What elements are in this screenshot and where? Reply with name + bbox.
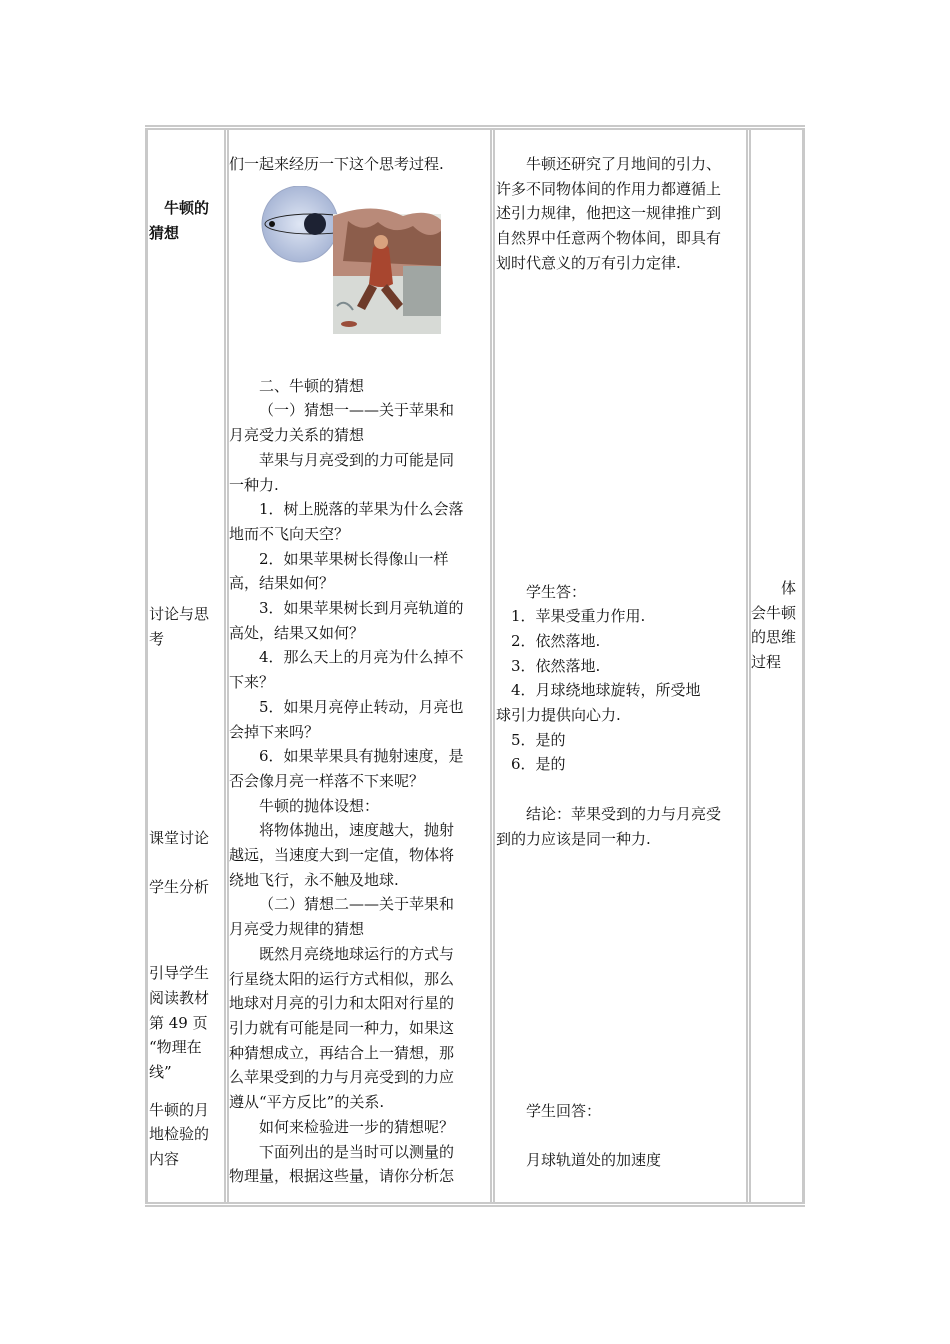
guess2-text-cont: 种猜想成立，再结合上一猜想，那 bbox=[229, 1043, 455, 1062]
guess2-text-cont: 遵从“平方反比”的关系. bbox=[229, 1093, 385, 1112]
question-5: 5．如果月亮停止转动，月亮也 bbox=[259, 697, 464, 716]
guess2-text-cont: 行星绕太阳的运行方式相似，那么 bbox=[229, 969, 455, 988]
answer-4-cont: 球引力提供向心力. bbox=[496, 706, 621, 725]
question-2: 2．如果苹果树长得像山一样 bbox=[259, 549, 449, 568]
projectile-text-cont: 越远，当速度大到一定值，物体将 bbox=[229, 846, 455, 865]
guess1-title: （一）猜想一——关于苹果和 bbox=[259, 401, 455, 420]
answer-5: 5．是的 bbox=[511, 730, 566, 749]
guess2-title: （二）猜想二——关于苹果和 bbox=[259, 895, 455, 914]
intent-text-cont: 过程 bbox=[751, 653, 782, 672]
guide-label: 引导学生 bbox=[149, 964, 210, 983]
topic-label-cont: 猜想 bbox=[149, 223, 180, 242]
measure-text-cont: 物理量，根据这些量，请你分析怎 bbox=[229, 1167, 455, 1186]
guess1-title-cont: 月亮受力关系的猜想 bbox=[229, 426, 365, 445]
measure-text: 下面列出的是当时可以测量的 bbox=[259, 1142, 455, 1161]
reply-text: 月球轨道处的加速度 bbox=[526, 1151, 662, 1170]
question-5-cont: 会掉下来吗？ bbox=[229, 722, 320, 741]
guess2-text-cont: 引力就有可能是同一种力，如果这 bbox=[229, 1018, 455, 1037]
newton-summary-cont: 自然界中任意两个物体间，即具有 bbox=[496, 229, 722, 248]
question-6-cont: 否会像月亮一样落不下来呢？ bbox=[229, 771, 425, 790]
intro-text: 们一起来经历一下这个思考过程. bbox=[229, 155, 444, 173]
guess1-body: 苹果与月亮受到的力可能是同 bbox=[259, 450, 455, 469]
section-title: 二、牛顿的猜想 bbox=[259, 376, 365, 395]
column-design-intent bbox=[751, 576, 803, 675]
column-teaching-content bbox=[229, 152, 491, 1189]
projectile-title: 牛顿的抛体设想： bbox=[259, 796, 380, 815]
question-3: 3．如果苹果树长到月亮轨道的 bbox=[259, 599, 464, 618]
topic-label: 牛顿的 bbox=[164, 199, 210, 217]
answer-1: 1．苹果受重力作用. bbox=[511, 607, 646, 626]
verify-question: 如何来检验进一步的猜想呢？ bbox=[259, 1117, 455, 1136]
column-activity bbox=[149, 196, 221, 1172]
answer-4: 4．月球绕地球旋转，所受地 bbox=[511, 681, 701, 700]
guide-label-line: 第 49 页 bbox=[149, 1013, 208, 1032]
newton-summary-cont: 述引力规律，他把这一规律推广到 bbox=[496, 204, 722, 223]
question-6: 6．如果苹果具有抛射速度，是 bbox=[259, 747, 464, 766]
conclusion-text: 结论：苹果受到的力与月亮受 bbox=[526, 805, 722, 824]
answer-2: 2．依然落地. bbox=[511, 631, 601, 650]
question-3-cont: 高处，结果又如何？ bbox=[229, 623, 365, 642]
question-2-cont: 高，结果如何？ bbox=[229, 574, 335, 593]
question-4-cont: 下来？ bbox=[229, 673, 275, 692]
discuss-label: 讨论与思 bbox=[149, 605, 210, 624]
reply-title: 学生回答： bbox=[526, 1101, 602, 1120]
classroom-label: 课堂讨论 bbox=[149, 828, 210, 847]
guess1-body-cont: 一种力. bbox=[229, 475, 279, 494]
check-label-line: 地检验的 bbox=[149, 1125, 210, 1144]
guess2-text-cont: 地球对月亮的引力和太阳对行星的 bbox=[229, 994, 455, 1013]
analysis-label: 学生分析 bbox=[149, 877, 210, 896]
conclusion-text-cont: 到的力应该是同一种力. bbox=[496, 829, 651, 848]
intent-text-cont: 会牛顿 bbox=[751, 603, 797, 622]
guess2-text: 既然月亮绕地球运行的方式与 bbox=[259, 944, 455, 963]
guess2-text-cont: 么苹果受到的力与月亮受到的力应 bbox=[229, 1068, 455, 1087]
intent-text: 体 bbox=[781, 579, 797, 597]
row-divider bbox=[145, 1202, 805, 1207]
newton-summary: 牛顿还研究了月地间的引力、 bbox=[526, 155, 722, 173]
question-4: 4．那么天上的月亮为什么掉不 bbox=[259, 648, 464, 667]
answer-6: 6．是的 bbox=[511, 755, 566, 774]
projectile-text: 将物体抛出，速度越大，抛射 bbox=[259, 821, 455, 840]
answer-title: 学生答： bbox=[526, 582, 587, 601]
column-student-activity bbox=[496, 152, 746, 1173]
projectile-text-cont: 绕地飞行，永不触及地球. bbox=[229, 870, 399, 889]
answer-3: 3．依然落地. bbox=[511, 656, 601, 675]
row-divider bbox=[145, 125, 805, 130]
guess2-title-cont: 月亮受力规律的猜想 bbox=[229, 920, 365, 939]
guide-label-line: 线” bbox=[149, 1063, 172, 1082]
guide-label-line: 阅读教材 bbox=[149, 988, 210, 1007]
intent-text-cont: 的思维 bbox=[751, 628, 797, 647]
discuss-label-cont: 考 bbox=[149, 630, 165, 649]
newton-summary-cont: 许多不同物体间的作用力都遵循上 bbox=[496, 179, 722, 198]
question-1: 1．树上脱落的苹果为什么会落 bbox=[259, 500, 464, 519]
check-label: 牛顿的月 bbox=[149, 1100, 210, 1119]
newton-summary-cont: 划时代意义的万有引力定律. bbox=[496, 253, 681, 272]
guide-label-line: “物理在 bbox=[149, 1038, 202, 1057]
check-label-line: 内容 bbox=[149, 1150, 180, 1169]
question-1-cont: 地而不飞向天空？ bbox=[229, 524, 350, 543]
